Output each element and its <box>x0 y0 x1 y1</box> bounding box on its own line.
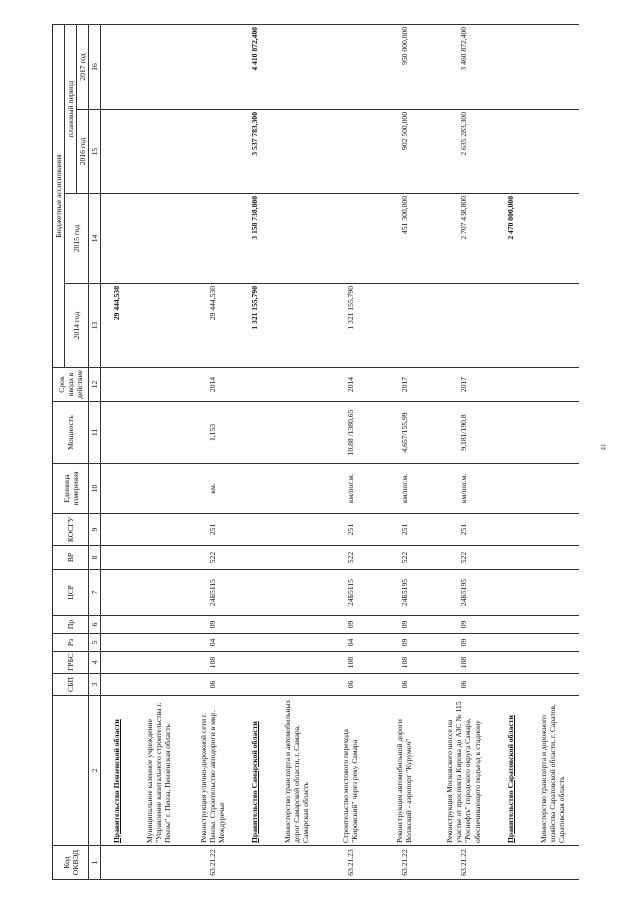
header-vr: ВР <box>53 546 89 570</box>
okved-cell: 63.21.22 <box>185 846 239 880</box>
vr-cell: 522 <box>377 546 431 570</box>
csr-cell: 24Б5115 <box>185 570 239 616</box>
amount-2014: 1 321 155,790 <box>239 284 269 368</box>
sbp-cell: 06 <box>185 674 239 696</box>
org-name: Правительство Самарской области <box>239 696 269 846</box>
org-row <box>239 24 269 879</box>
commission-cell: 2014 <box>323 368 377 402</box>
client-name: Министерство транспорта и автомобильных дорог Самарской области, г. Самара, Самарская область <box>269 696 323 846</box>
header-2016: 2016 год <box>77 110 89 194</box>
client-row <box>525 24 579 879</box>
index-cell: 9 <box>89 514 101 546</box>
org-name: Правительство Саратовской области <box>495 696 525 846</box>
kosgu-cell: 251 <box>377 514 431 546</box>
pr-cell: 09 <box>185 616 239 634</box>
object-name: Реконструкция Московского шоссе на участке от проспекта Кирова до АЗС № 115 "Роснефть" городского округа Самара, обеспечивающего подъезд к стадиону <box>431 696 495 846</box>
okved-cell: 63.21.22 <box>431 846 495 880</box>
rz-cell: 09 <box>377 634 431 652</box>
org-row <box>101 24 132 879</box>
index-cell: 15 <box>89 110 101 194</box>
object-name: Строительство мостового перехода "Кировский" через реку Самара <box>323 696 377 846</box>
amount-2016 <box>495 110 525 194</box>
header-kod-okved: Код ОКВЭД <box>53 846 89 880</box>
amount-2016 <box>185 110 239 194</box>
amount-2015 <box>185 194 239 284</box>
amount-2016 <box>323 110 377 194</box>
amount-2015: 3 158 738,800 <box>239 194 269 284</box>
amount-2015: 451 300,000 <box>377 194 431 284</box>
sbp-cell: 06 <box>377 674 431 696</box>
header-capacity: Мощность <box>53 402 89 464</box>
amount-2016: 902 500,000 <box>377 110 431 194</box>
csr-cell: 24Б5115 <box>323 570 377 616</box>
header-kosgu: КОСГУ <box>53 514 89 546</box>
header-sbp: СБП <box>53 674 89 696</box>
index-cell: 6 <box>89 616 101 634</box>
org-row <box>495 24 525 879</box>
vr-cell: 522 <box>185 546 239 570</box>
header-2017: 2017 год <box>77 24 89 109</box>
rz-cell: 09 <box>431 634 495 652</box>
amount-2017: 950 000,000 <box>377 24 431 109</box>
kosgu-cell: 251 <box>323 514 377 546</box>
sbp-cell: 06 <box>323 674 377 696</box>
unit-cell: км/пог.м. <box>377 464 431 514</box>
unit-cell: км/пог.м. <box>431 464 495 514</box>
pr-cell: 09 <box>377 616 431 634</box>
index-cell: 16 <box>89 24 101 109</box>
amount-2017 <box>495 24 525 109</box>
sbp-cell: 06 <box>431 674 495 696</box>
amount-2017: 3 460 872,400 <box>431 24 495 109</box>
header-pr: Пр <box>53 616 89 634</box>
amount-2014 <box>431 284 495 368</box>
amount-2015 <box>101 194 132 284</box>
header-2015: 2015 год <box>65 194 89 284</box>
amount-2017 <box>101 24 132 109</box>
table-row <box>377 24 431 879</box>
capacity-cell: 4,657/155,99 <box>377 402 431 464</box>
index-cell: 4 <box>89 652 101 674</box>
org-name: Правительство Пензенской области <box>101 696 132 846</box>
kosgu-cell: 251 <box>431 514 495 546</box>
amount-2015: 2 707 438,800 <box>431 194 495 284</box>
amount-2017 <box>185 24 239 109</box>
commission-cell: 2017 <box>431 368 495 402</box>
grbs-cell: 108 <box>377 652 431 674</box>
index-cell: 10 <box>89 464 101 514</box>
rz-cell: 04 <box>323 634 377 652</box>
index-cell: 12 <box>89 368 101 402</box>
amount-2016 <box>101 110 132 194</box>
unit-cell: км. <box>185 464 239 514</box>
capacity-cell: 1,153 <box>185 402 239 464</box>
table-row <box>185 24 239 879</box>
amount-2015: 2 470 000,000 <box>495 194 525 284</box>
amount-2017 <box>323 24 377 109</box>
header-2014: 2014 год <box>65 284 89 368</box>
header-unit: Единица измерения <box>53 464 89 514</box>
amount-2014: 29 444,530 <box>101 284 132 368</box>
amount-2014 <box>495 284 525 368</box>
index-cell: 2 <box>89 696 101 846</box>
commission-cell: 2014 <box>185 368 239 402</box>
index-cell: 5 <box>89 634 101 652</box>
table-row <box>431 24 495 879</box>
amount-2014: 29 444,530 <box>185 284 239 368</box>
client-name: Муниципальное казенное учреждение "Управление капитального строительства г. Пензы" г. Пенза, Пензенская область <box>131 696 185 846</box>
index-cell: 13 <box>89 284 101 368</box>
amount-2016: 2 635 283,300 <box>431 110 495 194</box>
index-cell: 3 <box>89 674 101 696</box>
header-name <box>53 696 89 846</box>
budget-table <box>52 24 579 880</box>
amount-2016: 3 537 783,300 <box>239 110 269 194</box>
csr-cell: 24Б5195 <box>431 570 495 616</box>
header-grbs: ГРБС <box>53 652 89 674</box>
amount-2014: 1 321 155,790 <box>323 284 377 368</box>
table-row <box>323 24 377 879</box>
rz-cell: 04 <box>185 634 239 652</box>
client-name: Министерство транспорта и дорожного хозяйства Саратовской области, г. Саратов, Саратовская область <box>525 696 579 846</box>
vr-cell: 522 <box>431 546 495 570</box>
index-cell: 11 <box>89 402 101 464</box>
vr-cell: 522 <box>323 546 377 570</box>
index-cell: 8 <box>89 546 101 570</box>
grbs-cell: 108 <box>323 652 377 674</box>
header-commission: Срок ввода в действие <box>53 368 89 402</box>
index-cell: 14 <box>89 194 101 284</box>
csr-cell: 24Б5195 <box>377 570 431 616</box>
capacity-cell: 9,181/190,8 <box>431 402 495 464</box>
pr-cell: 09 <box>431 616 495 634</box>
commission-cell: 2017 <box>377 368 431 402</box>
client-row <box>131 24 185 879</box>
index-cell: 7 <box>89 570 101 616</box>
capacity-cell: 10,88 /1380,65 <box>323 402 377 464</box>
okved-cell: 63.21.23 <box>323 846 377 880</box>
budget-table-sheet <box>52 25 632 880</box>
pr-cell: 09 <box>323 616 377 634</box>
header-planned-period: плановый период <box>65 24 77 193</box>
amount-2014 <box>377 284 431 368</box>
client-row <box>269 24 323 879</box>
object-name: Реконструкция автомобильной дороги Волжский - аэропорт "Курумоч" <box>377 696 431 846</box>
index-cell: 1 <box>89 846 101 880</box>
grbs-cell: 108 <box>431 652 495 674</box>
page-number: 41 <box>599 443 608 451</box>
kosgu-cell: 251 <box>185 514 239 546</box>
header-rz: Рз <box>53 634 89 652</box>
column-index-row <box>89 24 101 879</box>
amount-2015 <box>323 194 377 284</box>
amount-2017: 4 410 872,400 <box>239 24 269 109</box>
header-budget: Бюджетные ассигнования <box>53 24 65 367</box>
header-csr: ЦСР <box>53 570 89 616</box>
okved-cell: 63.21.22 <box>377 846 431 880</box>
unit-cell: км/пог.м. <box>323 464 377 514</box>
grbs-cell: 108 <box>185 652 239 674</box>
object-name: Реконструкция улично-дорожной сети г. Пензы. Строительство автодороги в мкр. Междуречье <box>185 696 239 846</box>
